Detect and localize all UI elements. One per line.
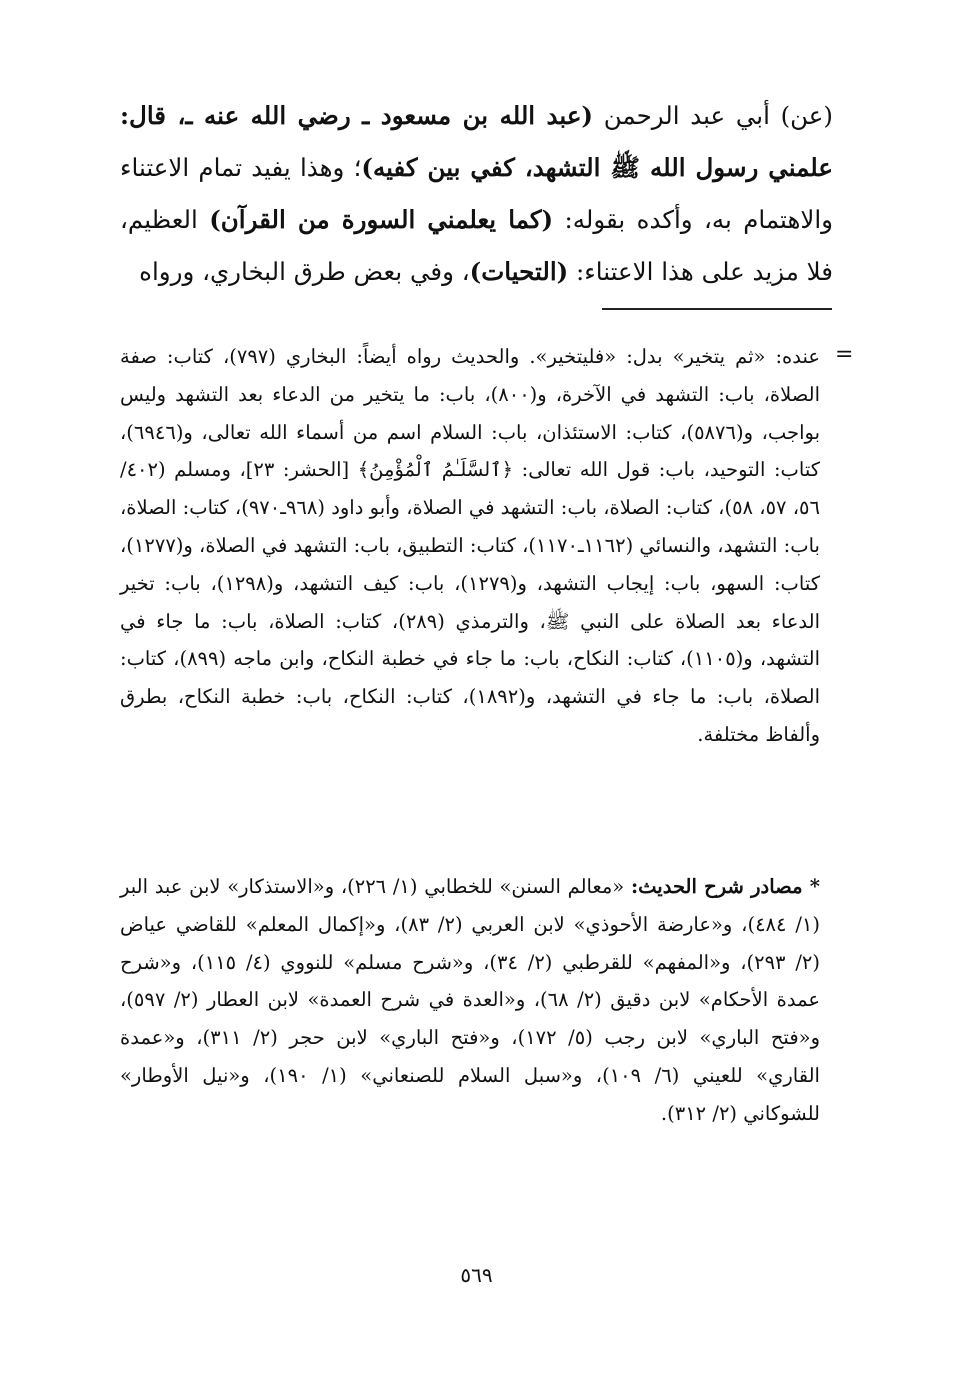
sources-text: «معالم السنن» للخطابي (١/ ٢٢٦)، و«الاستذكار» لابن عبد البر (١/ ٤٨٤)، و«عارضة الأحوذي» لابن العربي (٢/ ٨٣)، و«إكمال المعلم» للقاضي عياض (٢/ ٢٩٣)، و«المفهم» للقرطبي (٢/ ٣٤)، و«شرح مسلم» للنووي (٤/ ١١٥)، و«شرح عمدة الأحكام» لابن دقيق (٢/ ٦٨)، و«العدة في شرح العمدة» لابن العطار (٢/ ٥٩٧)، و«فتح الباري» لابن رجب (٥/ ١٧٢)، و«فتح الباري» لابن حجر (٢/ ٣١١)، و«عمدة القاري» للعيني (٦/ ١٠٩)، و«سبل السلام للصنعاني» (١/ ١٩٠)، و«نيل الأوطار» للشوكاني (٢/ ٣١٢). (120, 875, 820, 1125)
footnote (120, 338, 820, 754)
main-paragraph (120, 90, 833, 298)
sources-paragraph (120, 868, 820, 1133)
page-number: ٥٦٩ (460, 1263, 493, 1287)
hadith-quote: (عبد الله بن مسعود ـ رضي الله عنه ـ، قال: علمني رسول الله ﷺ التشهد، كفي بين كفيه) (120, 101, 833, 182)
sources-section (120, 868, 820, 1133)
main-text-segment: (عن) أبي عبد الرحمن (593, 101, 833, 130)
main-text-segment: العظيم، فلا مزيد على هذا الاعتناء: (120, 205, 833, 286)
main-text-segment: ، وفي بعض طرق البخاري، ورواه (139, 257, 470, 286)
main-text (120, 90, 833, 298)
sources-heading: * مصادر شرح الحديث: (630, 875, 821, 898)
footnote-continuation-marker: = (835, 342, 854, 367)
footnote-text: عنده: «ثم يتخير» بدل: «فليتخير». والحديث رواه أيضاً: البخاري (٧٩٧)، كتاب: صفة الصلاة، باب: التشهد في الآخرة، و(٨٠٠)، باب: ما يتخير من الدعاء بعد التشهد وليس بواجب، و(٥٨٧٦)، كتاب: الاستئذان، باب: السلام اسم من أسماء الله تعالى، و(٦٩٤٦)، كتاب: التوحيد، باب: قول الله تعالى: ﴿ٱلسَّلَـٰمُ ٱلْمُؤْمِنُ﴾ [الحشر: ٢٣]، ومسلم (٤٠٢/ ٥٦، ٥٧، ٥٨)، كتاب: الصلاة، باب: التشهد في الصلاة، وأبو داود (٩٦٨ـ٩٧٠)، كتاب: الصلاة، باب: التشهد، والنسائي (١١٦٢ـ١١٧٠)، كتاب: التطبيق، باب: التشهد في الصلاة، و(١٢٧٧)، كتاب: السهو، باب: إيجاب التشهد، و(١٢٧٩)، باب: كيف التشهد، و(١٢٩٨)، باب: تخير الدعاء بعد الصلاة على النبي ﷺ، والترمذي (٢٨٩)، كتاب: الصلاة، باب: ما جاء في التشهد، و(١١٠٥)، كتاب: النكاح، باب: ما جاء في خطبة النكاح، وابن ماجه (٨٩٩)، كتاب: الصلاة، باب: ما جاء في التشهد، و(١٨٩٢)، كتاب: النكاح، باب: خطبة النكاح، بطرق وألفاظ مختلفة. (120, 345, 821, 746)
hadith-quote: (كما يعلمني السورة من القرآن) (209, 205, 554, 234)
hadith-quote: (التحيات) (469, 257, 569, 286)
footnote-separator (602, 308, 832, 310)
main-text-segment: ؛ وهذا يفيد تمام الاعتناء والاهتمام به، وأكده بقوله: (120, 153, 833, 234)
